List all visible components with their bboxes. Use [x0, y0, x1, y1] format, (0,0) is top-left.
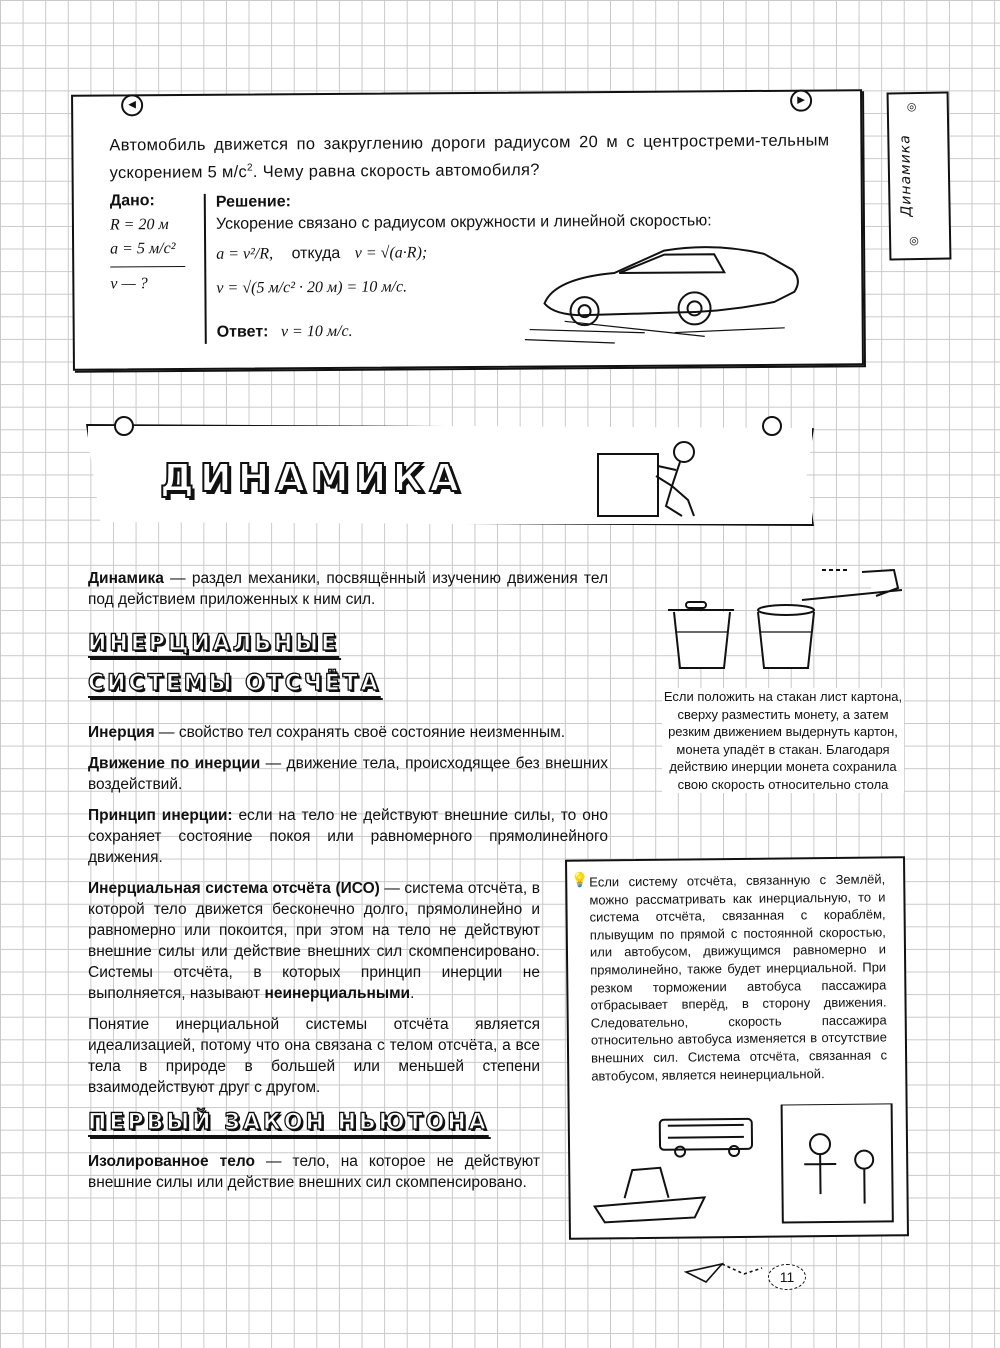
formula-line-1: a = v²/R, откуда v = √(a·R); [216, 244, 428, 263]
section-heading: ПЕРВЫЙ ЗАКОН НЬЮТОНА [88, 1110, 489, 1135]
page-number: 11 [768, 1264, 806, 1290]
solution-label: Решение: [215, 193, 291, 211]
tab-top-icon: ◎ [906, 101, 917, 114]
definition-inertia-principle: Принцип инерции: если на тело не действуют внешние силы, то оно сохраняет состояние покоя или равномерного прямолинейного движения. [88, 807, 608, 866]
tab-bottom-icon: ◎ [909, 235, 919, 248]
figure-caption: Если положить на стакан лист картона, сверху разместить монету, а затем резким движением выдернуть картон, монета упадёт в стакан. Благодаря действию инерции монета сохранила свою скорость относительно стола [663, 689, 903, 792]
right-arrow-icon: ▶ [790, 90, 812, 112]
note-text: Если систему отсчёта, связанную с Землёй, можно рассматривать как инерциальную, то и система отсчёта, связанная с кораблём, плывущим по прямой с постоянной скоростью, или автобусом, движущимся равномерно и прямолинейно, также будет инерциальной. При резком торможении автобуса пассажира отбрасывает вперёд, в сторону движения. Следовательно, скорость пассажира относительно автобуса изменяется в отсутствие внешних сил. Система отсчёта, связанная с автобусом, является неинерциальной. [589, 871, 888, 1084]
given-divider [204, 194, 207, 344]
definition-inertial-motion: Движение по инерции — движение тела, происходящее без внешних воздействий. [88, 755, 608, 793]
section-tab[interactable] [887, 91, 952, 260]
solution-line: Ускорение связано с радиусом окружности и линейной скоростью: [215, 212, 712, 233]
pin-icon [114, 416, 134, 436]
definition-iso: Инерциальная система отсчёта (ИСО) — система отсчёта, в которой тело движется бесконечно долго, прямолинейно и равномерно или покоится, при этом на тело не действуют внешние силы или действие внешних сил скомпенсировано. Системы отсчёта, в которых принцип инерции не выполняется, называют неинерциальными. [88, 880, 540, 1002]
given-radius: R = 20 м [109, 216, 169, 234]
bus-ship-passengers-illustration [584, 1103, 895, 1226]
boy-pushing-box-illustration [596, 436, 726, 520]
chapter-title: ДИНАМИКА [160, 456, 465, 500]
pin-icon [762, 416, 782, 436]
main-column [88, 568, 608, 1203]
section-tab-label: Динамика [897, 134, 915, 217]
given-acceleration: a = 5 м/с² [110, 240, 185, 268]
car-illustration [524, 232, 815, 354]
definition-dynamics: Динамика — раздел механики, посвящённый изучению движения тел под действием приложенных к ним сил. [88, 570, 608, 608]
task-text: Автомобиль движется по закруглению дороги радиусом 20 м с центростреми-тельным ускорением 5 $м/с^2$. Чему равна скорость автомобиля? [109, 131, 830, 182]
definition-isolated-body: Изолированное тело — тело, на которое не действуют внешние силы или действие внешних сил скомпенсировано. [88, 1153, 540, 1191]
given-unknown: v — ? [110, 275, 148, 293]
answer: Ответ: v = 10 м/с. [216, 322, 353, 341]
note-box [565, 856, 909, 1240]
given-block [110, 192, 191, 300]
glass-experiment-illustration [662, 560, 902, 680]
section-heading: ИНЕРЦИАЛЬНЫЕ СИСТЕМЫ ОТСЧЁТА [88, 631, 381, 696]
task-card [71, 89, 864, 371]
definition-inertia: Инерция — свойство тел сохранять своё состояние неизменным. [88, 724, 566, 741]
given-label: Дано: [109, 192, 155, 210]
paper-plane-icon [684, 1258, 764, 1288]
paragraph-idealization: Понятие инерциальной системы отсчёта является идеализацией, потому что она связана с телом отсчёта, а все тела в природе в большей или меньшей степени взаимодействуют друг с другом. [88, 1016, 540, 1096]
left-arrow-icon: ◀ [121, 94, 143, 116]
formula-line-2: v = √(5 м/с² · 20 м) = 10 м/с. [216, 278, 408, 297]
lightbulb-icon: 💡 [571, 871, 589, 888]
